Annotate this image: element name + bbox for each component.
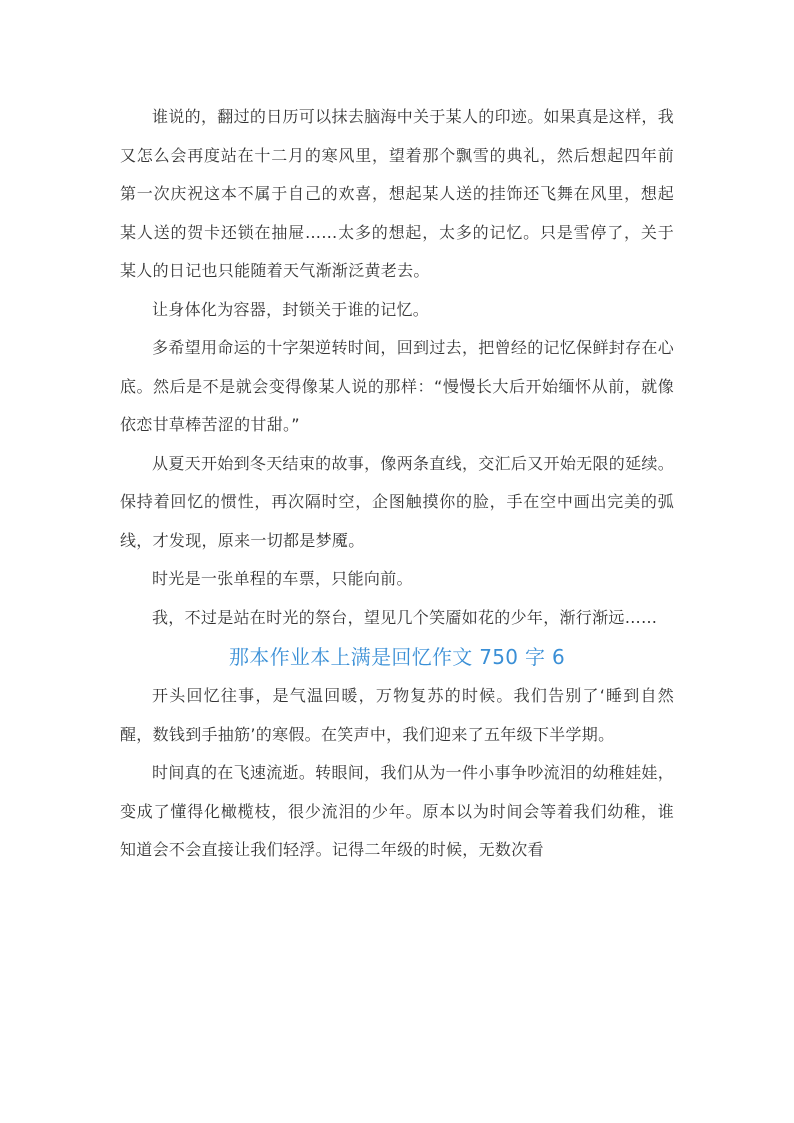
document-page [120, 98, 674, 870]
paragraph: 多希望用命运的十字架逆转时间，回到过去，把曾经的记忆保鲜封存在心底。然后是不是就会变得像某人说的那样：“慢慢长大后开始缅怀从前，就像依恋甘草棒苦涩的甘甜。” [120, 338, 674, 434]
paragraph: 开头回忆往事，是气温回暖，万物复苏的时候。我们告别了‘睡到自然醒，数钱到手抽筋’的寒假。在笑声中，我们迎来了五年级下半学期。 [120, 686, 674, 744]
paragraph: 从夏天开始到冬天结束的故事，像两条直线，交汇后又开始无限的延续。保持着回忆的惯性，再次隔时空，企图触摸你的脸，手在空中画出完美的弧线，才发现，原来一切都是梦魇。 [120, 453, 674, 550]
section-heading: 那本作业本上满是回忆作文 750 字 6 [229, 645, 565, 669]
paragraph: 时间真的在飞速流逝。转眼间，我们从为一件小事争吵流泪的幼稚娃娃，变成了懂得化橄榄枝，很少流泪的少年。原本以为时间会等着我们幼稚，谁知道会不会直接让我们轻浮。记得二年级的时候，无数次看 [120, 763, 674, 859]
paragraph: 我，不过是站在时光的祭台，望见几个笑靥如花的少年，渐行渐远…… [152, 607, 658, 627]
paragraph: 时光是一张单程的车票，只能向前。 [152, 569, 413, 588]
paragraph: 让身体化为容器，封锁关于谁的记忆。 [152, 299, 430, 319]
paragraph: 谁说的，翻过的日历可以抹去脑海中关于某人的印迹。如果真是这样，我又怎么会再度站在十二月的寒风里，望着那个飘雪的典礼，然后想起四年前第一次庆祝这本不属于自己的欢喜，想起某人送的挂饰还飞舞在风里，想起某人送的贺卡还锁在抽屉……太多的想起，太多的记忆。只是雪停了，关于某人的日记也只能随着天气渐渐泛黄老去。 [120, 107, 674, 280]
